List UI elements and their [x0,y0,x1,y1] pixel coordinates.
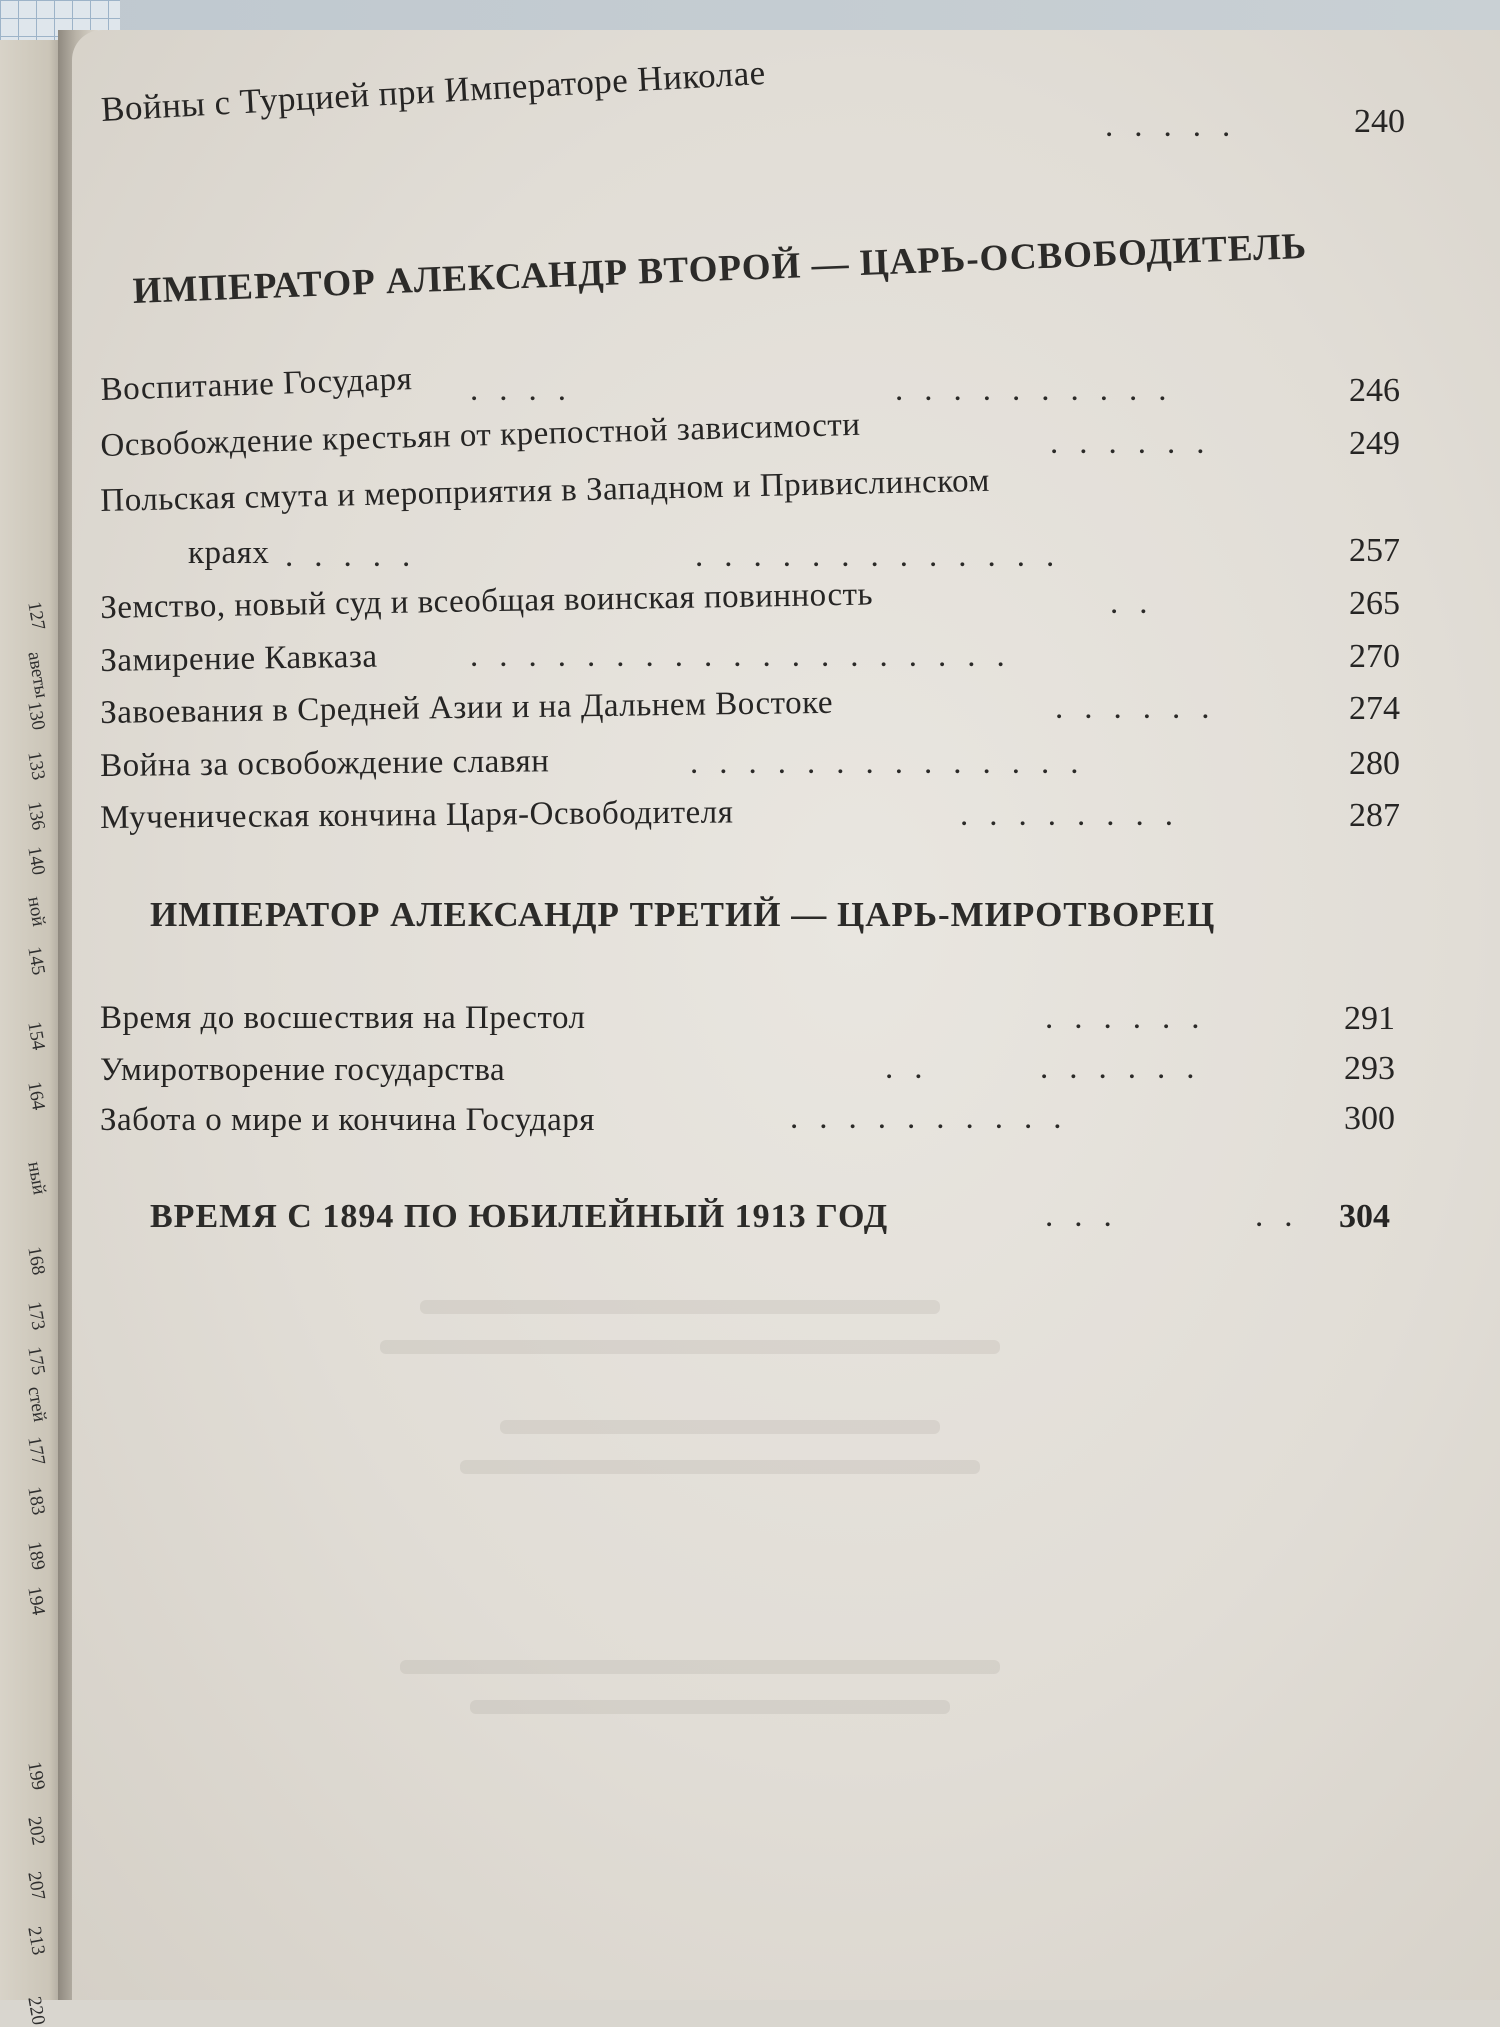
dot-leader: ...... [1045,1000,1221,1036]
dot-leader: .. [885,1050,944,1086]
toc-page-number: 304 [1339,1198,1390,1235]
toc-entry-title: Земство, новый суд и всеобщая воинская повинность [100,576,874,626]
left-page-fragment: 130 [23,700,49,732]
dot-leader: ...... [1050,425,1226,461]
toc-entry-title: Воспитание Государя [100,361,413,408]
dot-leader: .... [470,372,587,408]
left-page-fragment: 189 [23,1540,49,1572]
left-page-fragment: 173 [23,1300,49,1332]
toc-entry-title: Время до восшествия на Престол [100,1000,586,1036]
toc-entry-title: Умиротворение государства [100,1052,506,1088]
section-heading: ИМПЕРАТОР АЛЕКСАНДР ТРЕТИЙ — ЦАРЬ-МИРОТВОРЕЦ [150,895,1216,934]
left-page-fragment: 154 [23,1020,49,1052]
toc-entry-title-continued: краях [188,535,270,571]
toc-entry-title: Война за освобождение славян [100,743,550,784]
left-page-fragment: 177 [23,1435,49,1467]
dot-leader: ................... [470,638,1026,674]
toc-page-number: 270 [1349,638,1400,675]
dot-leader: ............. [695,538,1076,574]
dot-leader: ..... [285,538,432,574]
toc-entry-title: Освобождение крестьян от крепостной зависимости [100,406,861,464]
left-page-fragment: 127 [23,600,49,632]
left-page-fragment: 202 [23,1815,49,1847]
dot-leader: ...... [1055,690,1231,726]
left-page-fragment: 213 [23,1925,49,1957]
left-page-fragment: аветы [23,650,53,700]
toc-entry-title: Войны с Турцией при Императоре Николае [100,52,767,129]
dot-leader: ... [1045,1198,1133,1234]
toc-entry-title: Польская смута и мероприятия в Западном и Привислинском [100,462,991,519]
left-page-fragment: ный [23,1160,50,1197]
left-page-fragment: 136 [23,800,49,832]
dot-leader: .......... [790,1100,1083,1136]
left-page-fragment: 145 [23,945,49,977]
left-page-fragment: 194 [23,1585,49,1617]
left-page-fragment: 140 [23,845,49,877]
dot-leader: ..... [1105,108,1252,144]
toc-page-number: 280 [1349,745,1400,782]
dot-leader: .......... [895,372,1188,408]
left-page-fragment: 220 [23,1995,49,2027]
left-page-fragment: ной [23,895,50,929]
toc-page-number: 287 [1349,797,1400,834]
toc-page-number: 240 [1354,103,1405,140]
left-page-fragment: 183 [23,1485,49,1517]
toc-page-number: 274 [1349,690,1400,727]
toc-page-number: 293 [1344,1050,1395,1087]
toc-page-number: 300 [1344,1100,1395,1137]
toc-page-number: 291 [1344,1000,1395,1037]
toc-entry-title: Мученическая кончина Царя-Освободителя [100,794,734,836]
toc-page-number: 265 [1349,585,1400,622]
left-page-fragment: 175 [23,1345,49,1377]
left-page-fragment: 199 [23,1760,49,1792]
left-page-fragment: 164 [23,1080,49,1112]
toc-page-number: 249 [1349,425,1400,462]
section-heading: ИМПЕРАТОР АЛЕКСАНДР ВТОРОЙ — ЦАРЬ-ОСВОБОДИТЕЛЬ [132,225,1308,312]
dot-leader: .. [1110,585,1169,621]
section-heading: ВРЕМЯ С 1894 ПО ЮБИЛЕЙНЫЙ 1913 ГОД [150,1198,889,1235]
dot-leader: .. [1255,1198,1314,1234]
left-page-fragment: стей [23,1385,51,1424]
toc-entry-title: Забота о мире и кончина Государя [100,1102,595,1138]
toc-entry-title: Замирение Кавказа [100,638,378,679]
left-page-fragment: 207 [23,1870,49,1902]
dot-leader: .............. [690,745,1100,781]
dot-leader: ........ [960,797,1194,833]
dot-leader: ...... [1040,1050,1216,1086]
toc-entry-title: Завоевания в Средней Азии и на Дальнем Востоке [100,684,834,731]
toc-page-number: 246 [1349,372,1400,409]
left-page-fragment: 133 [23,750,49,782]
toc-page-number: 257 [1349,532,1400,569]
left-page-fragment: 168 [23,1245,49,1277]
